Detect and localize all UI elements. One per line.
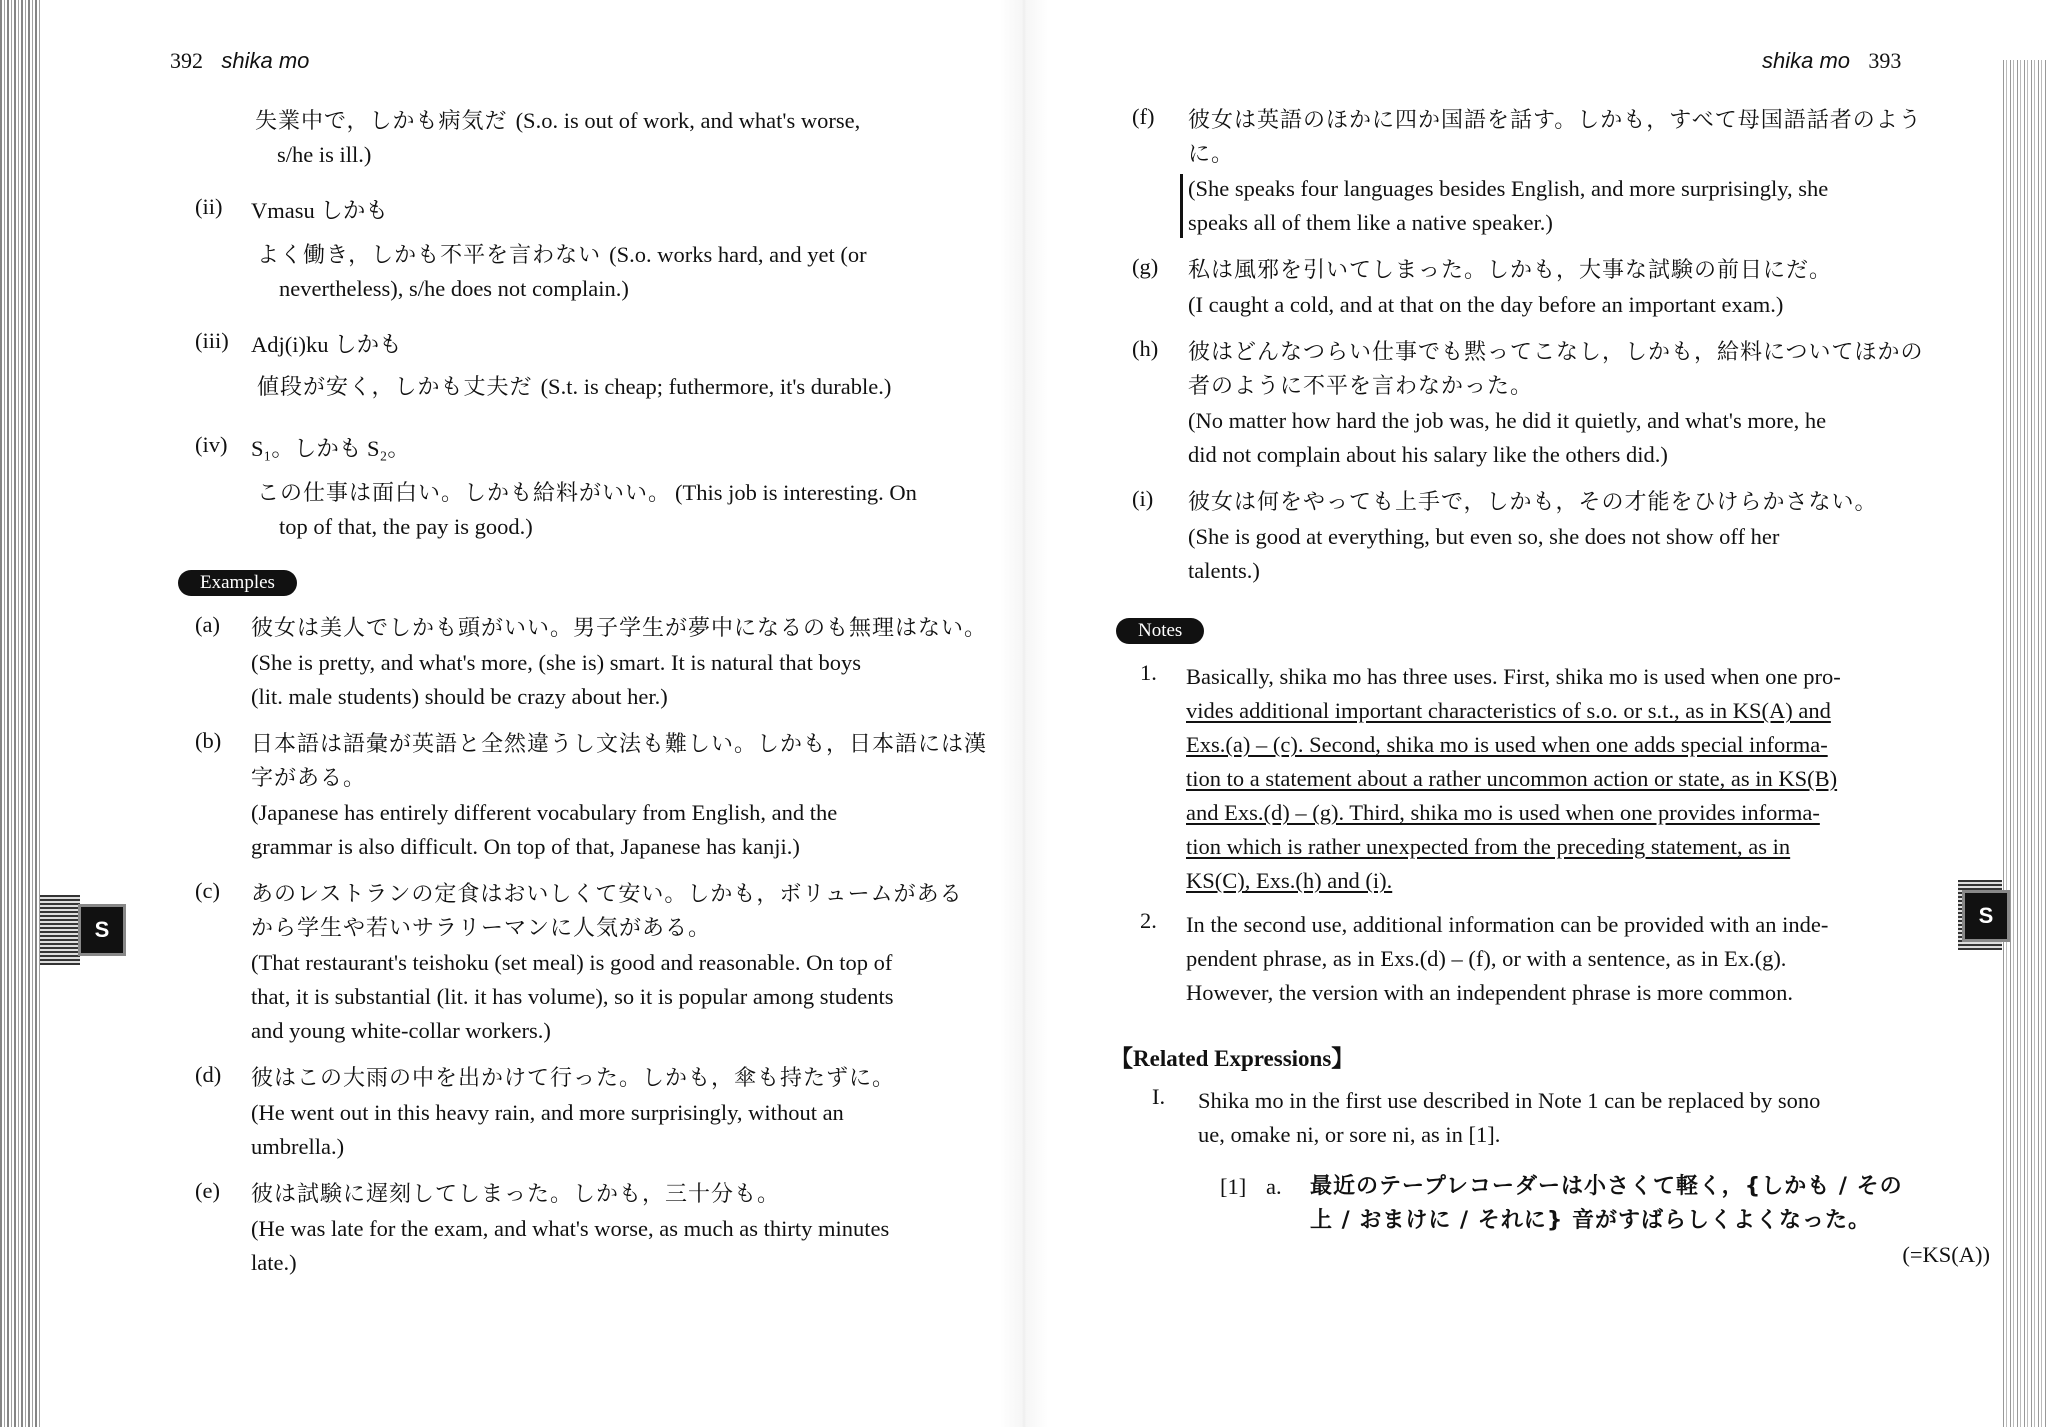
left-running-head — [170, 48, 309, 74]
example-english: (He was late for the exam, and what's worse, as much as thirty minutes — [251, 1216, 890, 1241]
example-i — [1132, 486, 1992, 588]
note-2 — [1140, 908, 1990, 1010]
related-example-japanese: 上 / おまけに / それに} 音がすばらしくよくなった。 — [1310, 1208, 1872, 1233]
related-example-sub: a. — [1266, 1174, 1282, 1199]
example-label: (c) — [195, 878, 220, 903]
example-english: and young white-collar workers.) — [251, 1018, 551, 1043]
ks-a-japanese: 失業中で，しかも病気だ — [255, 109, 508, 134]
related-example-label: [1] — [1220, 1174, 1247, 1199]
example-english: (No matter how hard the job was, he did it quietly, and what's more, he — [1188, 408, 1827, 433]
example-english: (That restaurant's teishoku (set meal) is good and reasonable. On top of — [251, 950, 893, 975]
example-japanese: 者のように不平を言わなかった。 — [1188, 374, 1534, 399]
page-edge-left — [0, 0, 40, 1427]
example-japanese: あのレストランの定食はおいしくて安い。しかも，ボリュームがある — [251, 882, 963, 907]
ks-a-english-cont: s/he is ill.) — [277, 142, 372, 167]
example-b — [195, 728, 1055, 864]
right-running-head — [1762, 48, 1901, 74]
related-line: Shika mo in the first use described in Note 1 can be replaced by sono — [1198, 1088, 1821, 1113]
ks-b-japanese: よく働き，しかも不平を言わない — [257, 243, 602, 268]
example-japanese: 彼女は何をやっても上手で，しかも，その才能をひけらかさない。 — [1188, 490, 1878, 515]
related-example-japanese: 最近のテープレコーダーは小さくて軽く，{しかも / その — [1310, 1174, 1903, 1199]
example-english: grammar is also difficult. On top of that, Japanese has kanji.) — [251, 834, 800, 859]
example-a — [195, 612, 1055, 714]
right-page-number: 393 — [1868, 48, 1902, 73]
ks-d-pattern: S₁。しかも S₂。 — [251, 436, 410, 461]
example-h — [1132, 336, 1992, 472]
key-sentence-c — [195, 328, 995, 404]
example-d — [195, 1062, 1055, 1164]
example-english: (I caught a cold, and at that on the day before an important exam.) — [1188, 292, 1784, 317]
ks-c-pattern: Adj(i)ku しかも — [251, 332, 402, 357]
ks-a-english: (S.o. is out of work, and what's worse, — [515, 108, 861, 133]
example-japanese: 彼女は美人でしかも頭がいい。男子学生が夢中になるのも無理はない。 — [251, 616, 988, 641]
example-japanese: 彼はどんなつらい仕事でも黙ってこなし，しかも，給料についてほかの — [1188, 340, 1924, 365]
ks-c-label: (iii) — [195, 328, 229, 353]
left-running-title: shika mo — [221, 48, 310, 73]
example-label: (f) — [1132, 104, 1155, 129]
key-sentence-b — [195, 194, 995, 306]
related-example-1a — [1220, 1170, 1990, 1272]
example-japanese: 字がある。 — [251, 766, 367, 791]
example-english: (She speaks four languages besides English, and more surprisingly, she — [1188, 176, 1829, 201]
left-thumb-index-bar — [40, 895, 80, 965]
example-english: speaks all of them like a native speaker.) — [1188, 210, 1553, 235]
example-label: (e) — [195, 1178, 220, 1203]
ks-b-label: (ii) — [195, 194, 223, 219]
example-english: (She is pretty, and what's more, (she is) smart. It is natural that boys — [251, 650, 861, 675]
ks-b-english-cont: nevertheless), s/he does not complain.) — [279, 276, 629, 301]
example-english: that, it is substantial (lit. it has volume), so it is popular among students — [251, 984, 894, 1009]
example-e — [195, 1178, 1055, 1280]
example-english: late.) — [251, 1250, 297, 1275]
example-japanese: 日本語は語彙が英語と全然違うし文法も難しい。しかも，日本語には漢 — [251, 732, 988, 757]
example-label: (g) — [1132, 254, 1159, 279]
margin-mark — [1180, 174, 1183, 238]
examples-list-left — [195, 612, 1055, 1280]
right-page — [1060, 0, 1990, 1427]
notes-section — [1140, 660, 1990, 1010]
note-number: 2. — [1140, 908, 1157, 933]
note-line: In the second use, additional information can be provided with an inde- — [1186, 912, 1829, 937]
example-english: (She is good at everything, but even so, she does not show off her — [1188, 524, 1780, 549]
example-japanese: 私は風邪を引いてしまった。しかも，大事な試験の前日にだ。 — [1188, 258, 1833, 283]
ks-d-english: (This job is interesting. On — [675, 480, 917, 505]
page-edge-right — [2000, 60, 2048, 1427]
examples-badge: Examples — [178, 570, 297, 596]
example-g — [1132, 254, 1992, 322]
ks-d-japanese: この仕事は面白い。しかも給料がいい。 — [257, 481, 672, 506]
example-english: umbrella.) — [251, 1134, 345, 1159]
example-japanese: に。 — [1188, 142, 1235, 167]
example-japanese: 彼はこの大雨の中を出かけて行った。しかも，傘も持たずに。 — [251, 1066, 896, 1091]
example-f — [1132, 104, 1992, 240]
example-c — [195, 878, 1055, 1048]
note-line: Basically, shika mo has three uses. First, shika mo is used when one pro- — [1186, 664, 1841, 689]
related-number: I. — [1152, 1084, 1166, 1109]
example-label: (b) — [195, 728, 222, 753]
ks-d-english-cont: top of that, the pay is good.) — [279, 514, 533, 539]
ks-c-english: (S.t. is cheap; futhermore, it's durable.) — [540, 374, 892, 399]
note-line: KS(C), Exs.(h) and (i). — [1186, 868, 1393, 893]
related-expressions-heading: 【Related Expressions】 — [1110, 1046, 1355, 1071]
related-expression-1 — [1152, 1084, 1992, 1152]
example-label: (i) — [1132, 486, 1154, 511]
notes-badge: Notes — [1116, 618, 1204, 644]
right-running-title: shika mo — [1762, 48, 1851, 73]
example-english: (lit. male students) should be crazy about her.) — [251, 684, 668, 709]
related-example-ref: (=KS(A)) — [1902, 1242, 1990, 1267]
key-sentence-d — [195, 432, 995, 544]
note-line: tion to a statement about a rather uncommon action or state, as in KS(B) — [1186, 766, 1838, 791]
example-english: (He went out in this heavy rain, and more surprisingly, without an — [251, 1100, 844, 1125]
note-1 — [1140, 660, 1990, 898]
note-line: pendent phrase, as in Exs.(d) – (f), or with a sentence, as in Ex.(g). — [1186, 946, 1787, 971]
examples-list-right — [1132, 104, 1992, 588]
note-number: 1. — [1140, 660, 1157, 685]
left-page-number: 392 — [170, 48, 203, 73]
example-japanese: から学生や若いサラリーマンに人気がある。 — [251, 916, 712, 941]
key-sentence-a — [255, 104, 995, 172]
note-line: vides additional important characteristics of s.o. or s.t., as in KS(A) and — [1186, 698, 1831, 723]
ks-c-japanese: 値段が安く，しかも丈夫だ — [257, 375, 533, 400]
example-label: (h) — [1132, 336, 1159, 361]
note-line: However, the version with an independent phrase is more common. — [1186, 980, 1794, 1005]
related-line: ue, omake ni, or sore ni, as in [1]. — [1198, 1122, 1501, 1147]
left-thumb-index-tab: S — [78, 904, 126, 956]
example-japanese: 彼女は英語のほかに四か国語を話す。しかも，すべて母国語話者のよう — [1188, 108, 1922, 133]
example-english: did not complain about his salary like the others did.) — [1188, 442, 1668, 467]
note-line: Exs.(a) – (c). Second, shika mo is used when one adds special informa- — [1186, 732, 1828, 757]
note-line: tion which is rather unexpected from the preceding statement, as in — [1186, 834, 1791, 859]
left-page — [60, 0, 1000, 1427]
example-japanese: 彼は試験に遅刻してしまった。しかも，三十分も。 — [251, 1182, 781, 1207]
example-label: (d) — [195, 1062, 222, 1087]
example-english: talents.) — [1188, 558, 1260, 583]
ks-b-pattern: Vmasu しかも — [251, 198, 388, 223]
ks-b-english: (S.o. works hard, and yet (or — [609, 242, 867, 267]
note-line: and Exs.(d) – (g). Third, shika mo is used when one provides informa- — [1186, 800, 1820, 825]
example-label: (a) — [195, 612, 220, 637]
ks-d-label: (iv) — [195, 432, 228, 457]
example-english: (Japanese has entirely different vocabulary from English, and the — [251, 800, 838, 825]
right-thumb-index-tab: S — [1962, 890, 2010, 942]
